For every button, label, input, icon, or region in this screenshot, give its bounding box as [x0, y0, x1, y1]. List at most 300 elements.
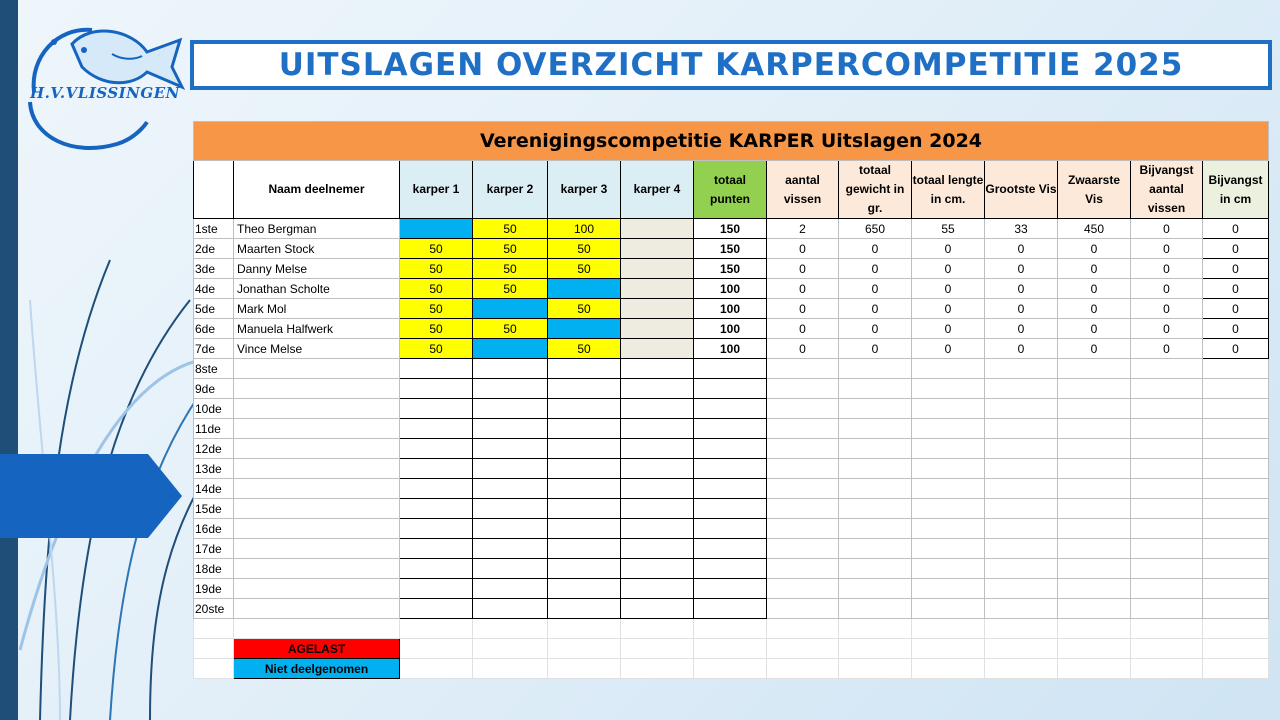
empty-cell — [985, 519, 1058, 539]
karper2-cell: 50 — [473, 239, 548, 259]
karper4-cell — [621, 259, 694, 279]
empty-cell — [767, 519, 839, 539]
empty-cell — [985, 439, 1058, 459]
empty-cell — [1203, 379, 1269, 399]
empty-cell — [473, 519, 548, 539]
empty-cell — [694, 459, 767, 479]
empty-cell — [548, 459, 621, 479]
lengte-cell: 0 — [912, 239, 985, 259]
empty-cell — [839, 639, 912, 659]
empty-cell — [1058, 359, 1131, 379]
karper4-cell — [621, 279, 694, 299]
karper1-cell: 50 — [400, 239, 473, 259]
empty-cell — [912, 599, 985, 619]
legend-niet-deelgenomen: Niet deelgenomen — [234, 659, 400, 679]
empty-cell — [548, 379, 621, 399]
gewicht-cell: 650 — [839, 219, 912, 239]
col-header-aantal-vissen: aantal vissen — [767, 161, 839, 219]
table-row — [194, 459, 1269, 479]
name-cell: Danny Melse — [234, 259, 400, 279]
empty-cell — [1131, 419, 1203, 439]
karper4-cell — [621, 319, 694, 339]
empty-cell — [767, 479, 839, 499]
zwaarste-vis-cell: 0 — [1058, 319, 1131, 339]
karper4-cell — [621, 219, 694, 239]
karper3-cell: 50 — [548, 259, 621, 279]
empty-cell — [473, 399, 548, 419]
name-cell: Mark Mol — [234, 299, 400, 319]
col-header-position — [194, 161, 234, 219]
name-cell: Jonathan Scholte — [234, 279, 400, 299]
empty-cell — [767, 619, 839, 639]
table-row — [194, 499, 1269, 519]
empty-cell — [548, 659, 621, 679]
empty-cell — [1131, 659, 1203, 679]
empty-cell — [767, 459, 839, 479]
grootste-vis-cell: 0 — [985, 239, 1058, 259]
empty-cell — [473, 359, 548, 379]
karper1-cell: 50 — [400, 339, 473, 359]
empty-cell — [767, 379, 839, 399]
col-header-totaal-gewicht: totaal gewicht in gr. — [839, 161, 912, 219]
empty-cell — [1131, 639, 1203, 659]
empty-cell — [400, 639, 473, 659]
empty-cell — [1203, 479, 1269, 499]
empty-cell — [1203, 579, 1269, 599]
empty-cell — [548, 439, 621, 459]
empty-cell — [1203, 459, 1269, 479]
empty-cell — [1058, 619, 1131, 639]
col-header-karper4: karper 4 — [621, 161, 694, 219]
empty-cell — [234, 619, 400, 639]
legend-agelast: AGELAST — [234, 639, 400, 659]
karper1-cell: 50 — [400, 299, 473, 319]
empty-cell — [621, 599, 694, 619]
empty-cell — [400, 539, 473, 559]
empty-cell — [694, 419, 767, 439]
empty-cell — [912, 539, 985, 559]
empty-cell — [912, 459, 985, 479]
empty-cell — [621, 459, 694, 479]
empty-cell — [985, 359, 1058, 379]
empty-cell — [912, 399, 985, 419]
empty-cell — [1058, 459, 1131, 479]
position-cell: 15de — [194, 499, 234, 519]
lengte-cell: 0 — [912, 299, 985, 319]
arrow-shape — [0, 454, 190, 538]
gewicht-cell: 0 — [839, 239, 912, 259]
empty-cell — [985, 619, 1058, 639]
table-row — [194, 559, 1269, 579]
karper2-cell: 50 — [473, 319, 548, 339]
empty-cell — [694, 659, 767, 679]
bijvangst-aantal-cell: 0 — [1131, 299, 1203, 319]
empty-cell — [694, 619, 767, 639]
empty-cell — [400, 459, 473, 479]
empty-cell — [1131, 379, 1203, 399]
empty-cell — [621, 519, 694, 539]
empty-cell — [839, 399, 912, 419]
empty-cell — [985, 539, 1058, 559]
position-cell: 18de — [194, 559, 234, 579]
bijvangst-cm-cell: 0 — [1203, 319, 1269, 339]
total-points-cell: 150 — [694, 259, 767, 279]
karper3-cell — [548, 319, 621, 339]
position-cell: 1ste — [194, 219, 234, 239]
empty-cell — [1203, 519, 1269, 539]
karper4-cell — [621, 299, 694, 319]
aantal-vissen-cell: 0 — [767, 279, 839, 299]
bijvangst-aantal-cell: 0 — [1131, 259, 1203, 279]
empty-cell — [621, 359, 694, 379]
empty-cell — [473, 599, 548, 619]
empty-cell — [985, 459, 1058, 479]
col-header-name: Naam deelnemer — [234, 161, 400, 219]
lengte-cell: 0 — [912, 279, 985, 299]
empty-cell — [548, 579, 621, 599]
empty-cell — [400, 499, 473, 519]
empty-cell — [839, 439, 912, 459]
empty-cell — [985, 379, 1058, 399]
aantal-vissen-cell: 2 — [767, 219, 839, 239]
empty-cell — [767, 359, 839, 379]
results-sheet — [193, 121, 1269, 679]
grootste-vis-cell: 0 — [985, 319, 1058, 339]
empty-cell — [1131, 619, 1203, 639]
empty-cell — [1131, 479, 1203, 499]
empty-cell — [767, 599, 839, 619]
aantal-vissen-cell: 0 — [767, 259, 839, 279]
table-row — [194, 319, 1269, 339]
empty-cell — [1203, 359, 1269, 379]
spacer-row — [194, 619, 1269, 639]
empty-cell — [400, 559, 473, 579]
karper3-cell: 100 — [548, 219, 621, 239]
empty-cell — [912, 659, 985, 679]
empty-cell — [1203, 539, 1269, 559]
bijvangst-cm-cell: 0 — [1203, 259, 1269, 279]
position-cell: 6de — [194, 319, 234, 339]
zwaarste-vis-cell: 0 — [1058, 239, 1131, 259]
empty-cell — [1058, 419, 1131, 439]
grootste-vis-cell: 0 — [985, 279, 1058, 299]
empty-cell — [912, 479, 985, 499]
empty-cell — [839, 659, 912, 679]
empty-cell — [548, 419, 621, 439]
table-row — [194, 259, 1269, 279]
bijvangst-cm-cell: 0 — [1203, 239, 1269, 259]
empty-cell — [548, 619, 621, 639]
empty-cell — [1131, 459, 1203, 479]
lengte-cell: 0 — [912, 319, 985, 339]
empty-cell — [839, 499, 912, 519]
empty-cell — [621, 559, 694, 579]
empty-cell — [548, 359, 621, 379]
empty-cell — [234, 539, 400, 559]
logo-text: H.V.VLISSINGEN — [30, 84, 180, 102]
empty-cell — [985, 559, 1058, 579]
karper2-cell: 50 — [473, 279, 548, 299]
empty-cell — [912, 559, 985, 579]
table-row — [194, 599, 1269, 619]
empty-cell — [1203, 419, 1269, 439]
empty-cell — [839, 519, 912, 539]
empty-cell — [1058, 499, 1131, 519]
empty-cell — [234, 379, 400, 399]
header-row — [194, 161, 1269, 219]
empty-cell — [985, 499, 1058, 519]
empty-cell — [1058, 519, 1131, 539]
empty-cell — [839, 559, 912, 579]
empty-cell — [400, 479, 473, 499]
empty-cell — [839, 539, 912, 559]
position-cell: 12de — [194, 439, 234, 459]
name-cell: Maarten Stock — [234, 239, 400, 259]
karper3-cell: 50 — [548, 239, 621, 259]
empty-cell — [1203, 559, 1269, 579]
total-points-cell: 150 — [694, 219, 767, 239]
empty-cell — [1203, 599, 1269, 619]
empty-cell — [473, 499, 548, 519]
table-row — [194, 419, 1269, 439]
empty-cell — [234, 519, 400, 539]
empty-cell — [694, 599, 767, 619]
empty-cell — [1058, 599, 1131, 619]
empty-cell — [1058, 659, 1131, 679]
empty-cell — [1131, 439, 1203, 459]
lengte-cell: 0 — [912, 339, 985, 359]
empty-cell — [548, 599, 621, 619]
empty-cell — [694, 399, 767, 419]
empty-cell — [621, 619, 694, 639]
zwaarste-vis-cell: 0 — [1058, 299, 1131, 319]
empty-cell — [400, 359, 473, 379]
empty-cell — [912, 419, 985, 439]
table-row — [194, 579, 1269, 599]
empty-cell — [1058, 639, 1131, 659]
empty-cell — [694, 579, 767, 599]
empty-cell — [767, 579, 839, 599]
empty-cell — [234, 359, 400, 379]
total-points-cell: 100 — [694, 279, 767, 299]
karper3-cell: 50 — [548, 299, 621, 319]
empty-cell — [473, 579, 548, 599]
empty-cell — [473, 639, 548, 659]
banner-row — [194, 122, 1269, 161]
empty-cell — [400, 659, 473, 679]
empty-cell — [694, 539, 767, 559]
empty-cell — [912, 379, 985, 399]
empty-cell — [621, 659, 694, 679]
empty-cell — [694, 499, 767, 519]
position-cell: 10de — [194, 399, 234, 419]
empty-cell — [985, 599, 1058, 619]
bijvangst-aantal-cell: 0 — [1131, 219, 1203, 239]
empty-cell — [234, 459, 400, 479]
empty-cell — [621, 479, 694, 499]
empty-cell — [839, 459, 912, 479]
empty-cell — [767, 399, 839, 419]
empty-cell — [621, 379, 694, 399]
karper1-cell: 50 — [400, 319, 473, 339]
empty-cell — [839, 359, 912, 379]
page-title: UITSLAGEN OVERZICHT KARPERCOMPETITIE 2025 — [278, 47, 1184, 83]
empty-cell — [621, 579, 694, 599]
empty-cell — [1131, 559, 1203, 579]
empty-cell — [694, 379, 767, 399]
table-row — [194, 279, 1269, 299]
col-header-zwaarste-vis: Zwaarste Vis — [1058, 161, 1131, 219]
position-cell: 20ste — [194, 599, 234, 619]
empty-cell — [1058, 399, 1131, 419]
empty-cell — [912, 499, 985, 519]
empty-cell — [694, 639, 767, 659]
empty-cell — [912, 639, 985, 659]
grootste-vis-cell: 0 — [985, 259, 1058, 279]
karper3-cell — [548, 279, 621, 299]
gewicht-cell: 0 — [839, 259, 912, 279]
empty-cell — [1058, 439, 1131, 459]
empty-cell — [839, 479, 912, 499]
empty-cell — [548, 639, 621, 659]
empty-cell — [400, 379, 473, 399]
empty-cell — [234, 599, 400, 619]
empty-cell — [985, 579, 1058, 599]
empty-cell — [621, 539, 694, 559]
empty-cell — [234, 559, 400, 579]
col-header-bijvangst-aantal: Bijvangst aantal vissen — [1131, 161, 1203, 219]
empty-cell — [912, 439, 985, 459]
empty-cell — [400, 419, 473, 439]
table-row — [194, 339, 1269, 359]
karper2-cell: 50 — [473, 219, 548, 239]
empty-cell — [985, 399, 1058, 419]
zwaarste-vis-cell: 0 — [1058, 279, 1131, 299]
table-row — [194, 379, 1269, 399]
bijvangst-aantal-cell: 0 — [1131, 339, 1203, 359]
lengte-cell: 55 — [912, 219, 985, 239]
table-row — [194, 219, 1269, 239]
empty-cell — [839, 419, 912, 439]
empty-cell — [767, 439, 839, 459]
name-cell: Manuela Halfwerk — [234, 319, 400, 339]
empty-cell — [912, 579, 985, 599]
empty-cell — [767, 499, 839, 519]
position-cell: 13de — [194, 459, 234, 479]
legend-row — [194, 659, 1269, 679]
empty-cell — [694, 359, 767, 379]
empty-cell — [1058, 579, 1131, 599]
empty-cell — [234, 499, 400, 519]
empty-cell — [621, 499, 694, 519]
empty-cell — [194, 619, 234, 639]
karper1-cell: 50 — [400, 259, 473, 279]
position-cell: 7de — [194, 339, 234, 359]
position-cell: 4de — [194, 279, 234, 299]
empty-cell — [767, 659, 839, 679]
empty-cell — [473, 659, 548, 679]
total-points-cell: 100 — [694, 339, 767, 359]
position-cell: 8ste — [194, 359, 234, 379]
empty-cell — [767, 639, 839, 659]
karper1-cell: 50 — [400, 279, 473, 299]
empty-cell — [194, 639, 234, 659]
empty-cell — [1058, 479, 1131, 499]
empty-cell — [400, 579, 473, 599]
position-cell: 5de — [194, 299, 234, 319]
empty-cell — [985, 639, 1058, 659]
empty-cell — [694, 479, 767, 499]
empty-cell — [1203, 399, 1269, 419]
empty-cell — [839, 599, 912, 619]
karper3-cell: 50 — [548, 339, 621, 359]
grootste-vis-cell: 0 — [985, 339, 1058, 359]
empty-cell — [912, 619, 985, 639]
empty-cell — [400, 399, 473, 419]
aantal-vissen-cell: 0 — [767, 239, 839, 259]
empty-cell — [548, 539, 621, 559]
bijvangst-aantal-cell: 0 — [1131, 239, 1203, 259]
position-cell: 14de — [194, 479, 234, 499]
empty-cell — [985, 419, 1058, 439]
empty-cell — [1131, 359, 1203, 379]
results-table — [193, 121, 1269, 679]
col-header-totaal-punten: totaal punten — [694, 161, 767, 219]
table-row — [194, 239, 1269, 259]
total-points-cell: 100 — [694, 319, 767, 339]
empty-cell — [1131, 599, 1203, 619]
empty-cell — [400, 619, 473, 639]
empty-cell — [694, 519, 767, 539]
col-header-bijvangst-cm: Bijvangst in cm — [1203, 161, 1269, 219]
empty-cell — [234, 479, 400, 499]
bijvangst-cm-cell: 0 — [1203, 339, 1269, 359]
empty-cell — [767, 559, 839, 579]
table-row — [194, 299, 1269, 319]
empty-cell — [1203, 659, 1269, 679]
empty-cell — [548, 399, 621, 419]
position-cell: 16de — [194, 519, 234, 539]
empty-cell — [767, 539, 839, 559]
empty-cell — [1203, 499, 1269, 519]
bijvangst-aantal-cell: 0 — [1131, 279, 1203, 299]
table-row — [194, 399, 1269, 419]
empty-cell — [473, 459, 548, 479]
table-row — [194, 539, 1269, 559]
empty-cell — [694, 559, 767, 579]
position-cell: 2de — [194, 239, 234, 259]
karper2-cell — [473, 299, 548, 319]
total-points-cell: 150 — [694, 239, 767, 259]
karper4-cell — [621, 239, 694, 259]
empty-cell — [473, 619, 548, 639]
empty-cell — [839, 379, 912, 399]
col-header-totaal-lengte: totaal lengte in cm. — [912, 161, 985, 219]
empty-cell — [621, 419, 694, 439]
empty-cell — [621, 439, 694, 459]
karper2-cell — [473, 339, 548, 359]
gewicht-cell: 0 — [839, 299, 912, 319]
bijvangst-cm-cell: 0 — [1203, 219, 1269, 239]
empty-cell — [548, 499, 621, 519]
empty-cell — [1203, 619, 1269, 639]
bijvangst-aantal-cell: 0 — [1131, 319, 1203, 339]
empty-cell — [1131, 579, 1203, 599]
legend-row — [194, 639, 1269, 659]
bijvangst-cm-cell: 0 — [1203, 279, 1269, 299]
empty-cell — [694, 439, 767, 459]
empty-cell — [1131, 399, 1203, 419]
